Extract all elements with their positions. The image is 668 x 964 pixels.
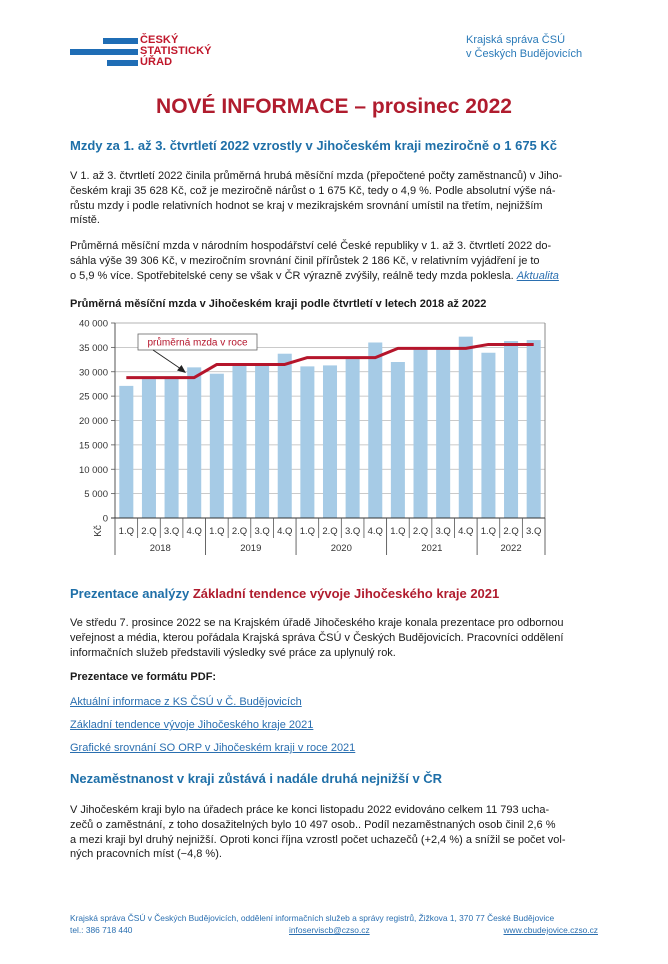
section-heading-presentation — [70, 586, 499, 602]
footer — [70, 912, 598, 936]
wage-chart — [60, 312, 560, 562]
footer-email-link[interactable]: infoserviscb@czso.cz — [289, 925, 370, 935]
pdf-link-orp-comparison[interactable]: Grafické srovnání SO ORP v Jihočeském kraji v roce 2021 — [70, 742, 356, 754]
x-tick-label: 3.Q — [435, 526, 451, 537]
y-axis-unit: Kč — [93, 525, 104, 537]
x-tick-label: 2.Q — [231, 526, 248, 537]
bar — [255, 365, 269, 518]
x-tick-label: 1.Q — [390, 526, 406, 537]
x-tick-label: 3.Q — [254, 526, 270, 537]
text-line: ných pracovních míst (−4,8 %). — [70, 848, 222, 861]
y-tick-label: 20 000 — [78, 416, 108, 427]
text-line: veřejnost a média, kterou pořádala Krajská správa ČSÚ v Českých Budějovicích. Pracovníci oddělení — [70, 631, 564, 644]
x-tick-label: 3.Q — [344, 526, 361, 537]
bar — [300, 366, 314, 518]
logo-line-1: ČESKÝ — [140, 34, 179, 46]
logo-bar-bottom — [107, 60, 138, 66]
bar — [459, 337, 473, 518]
x-tick-label: 2.Q — [412, 526, 429, 537]
text-line: zečů o zaměstnání, z toho dosažitelných bylo 10 497 osob.. Podíl nezaměstnaných osob činil 2,6 % — [70, 818, 556, 831]
logo-line-3: ÚŘAD — [140, 56, 173, 68]
x-tick-label: 1.Q — [209, 526, 225, 537]
y-tick-label: 30 000 — [78, 367, 108, 379]
text-line — [70, 269, 559, 284]
x-tick-label: 2.Q — [322, 526, 338, 537]
text-line: Průměrná měsíční mzda v národním hospodářství celé České republiky v 1. až 3. čtvrtletí 2022 do- — [70, 240, 552, 252]
office-name — [466, 34, 582, 61]
year-label: 2019 — [240, 543, 262, 554]
bar — [346, 359, 360, 518]
pdf-link-basic-trends[interactable]: Základní tendence vývoje Jihočeského kraje 2021 — [70, 719, 314, 731]
footer-web-link[interactable]: www.cbudejovice.czso.cz — [503, 925, 598, 935]
x-tick-label: 4.Q — [367, 526, 383, 537]
bar — [119, 386, 133, 518]
heading-part-blue: Prezentace analýzy — [70, 586, 193, 601]
paragraph-unemployment — [70, 803, 566, 862]
pdf-link-current-info[interactable]: Aktuální informace z KS ČSÚ v Č. Budějovicích — [70, 696, 302, 708]
paragraph-presentation — [70, 616, 563, 660]
x-tick-label: 4.Q — [277, 526, 293, 537]
bar — [481, 353, 495, 518]
x-tick-label: 1.Q — [299, 526, 316, 537]
page-title: NOVÉ INFORMACE – prosinec 2022 — [156, 95, 512, 118]
year-label: 2020 — [330, 543, 352, 554]
text-span: o 5,9 % více. Spotřebitelské ceny se však v ČR výrazně zvýšily, reálně tedy mzda poklesla. — [70, 269, 517, 282]
paragraph-wages-national — [70, 239, 559, 283]
year-label: 2021 — [421, 543, 443, 554]
text-line: růstu mzdy i podle relativních hodnot se kraj v mezikrajském srovnání umístil na třetím, nejnižším — [70, 199, 543, 212]
footer-address: Krajská správa ČSÚ v Českých Budějovicích, oddělení informačních služeb a správy registrů, Žižkova 1, 370 77 České Budějovice — [70, 913, 555, 923]
bar — [165, 379, 179, 518]
aktualita-link[interactable]: Aktualita — [516, 269, 559, 282]
x-tick-label: 3.Q — [526, 526, 542, 537]
logo-line-2: STATISTICKÝ — [140, 45, 212, 57]
section-heading-unemployment: Nezaměstnanost v kraji zůstává i nadále druhá nejnižší v ČR — [70, 771, 443, 786]
y-tick-label: 40 000 — [78, 318, 108, 330]
y-tick-label: 15 000 — [78, 440, 108, 452]
x-tick-label: 4.Q — [186, 526, 202, 537]
bar — [527, 340, 541, 518]
section-heading-wages: Mzdy za 1. až 3. čtvrtletí 2022 vzrostly v Jihočeském kraji meziročně o 1 675 Kč — [70, 138, 558, 153]
bar — [436, 348, 450, 518]
bar — [323, 365, 337, 518]
x-tick-label: 4.Q — [458, 526, 474, 537]
bar — [391, 362, 405, 518]
logo-wordmark — [140, 35, 212, 68]
office-line-1: Krajská správa ČSÚ — [466, 34, 566, 46]
x-tick-label: 3.Q — [163, 526, 180, 537]
text-line: V 1. až 3. čtvrtletí 2022 činila průměrná hrubá měsíční mzda (přepočtené počty zaměstnanců) v Jiho- — [70, 170, 563, 182]
bar — [142, 379, 156, 518]
text-line: informačních služeb představili výsledky své práce za uplynulý rok. — [70, 646, 396, 659]
annotation-arrow — [153, 350, 181, 369]
year-label: 2022 — [500, 543, 522, 554]
y-tick-label: 10 000 — [78, 464, 108, 476]
bar — [278, 354, 292, 518]
text-line: sáhla výše 39 306 Kč, v meziročním srovnání činil přírůstek 2 186 Kč, v relativním vyjádření je to — [70, 254, 540, 267]
bar — [187, 367, 201, 518]
footer-phone: tel.: 386 718 440 — [70, 925, 133, 935]
x-tick-label: 2.Q — [141, 526, 157, 537]
y-tick-label: 0 — [102, 513, 108, 525]
year-label: 2018 — [149, 543, 171, 554]
logo-bar-middle — [70, 49, 138, 55]
text-line: a mezi kraji byl druhý nejnižší. Oproti konci října vzrostl počet uchazečů (+2,4 %) a snížil se počet vol- — [70, 833, 566, 846]
paragraph-wages-region — [70, 169, 562, 228]
annotation-text: průměrná mzda v roce — [147, 337, 248, 349]
text-line: místě. — [70, 214, 100, 227]
x-tick-label: 1.Q — [480, 526, 497, 537]
office-line-2: v Českých Budějovicích — [466, 47, 583, 60]
bar — [504, 341, 518, 518]
logo-bar-top — [103, 38, 138, 44]
y-tick-label: 25 000 — [78, 391, 108, 403]
text-line: V Jihočeském kraji bylo na úřadech práce ke konci listopadu 2022 evidováno celkem 11 793 ucha- — [70, 804, 550, 816]
text-line: českém kraji 35 628 Kč, což je meziročně nárůst o 1 675 Kč, tedy o 4,9 %. Podle absolutní výše ná- — [70, 184, 556, 197]
bar — [232, 365, 246, 518]
y-tick-label: 5 000 — [84, 489, 108, 501]
bar — [368, 343, 382, 519]
chart-title: Průměrná měsíční mzda v Jihočeském kraji podle čtvrtletí v letech 2018 až 2022 — [70, 298, 487, 310]
text-line: Ve středu 7. prosince 2022 se na Krajském úřadě Jihočeského kraje konala prezentace pro odbornou — [70, 617, 564, 629]
pdf-subheading: Prezentace ve formátu PDF: — [70, 671, 217, 683]
bar — [210, 374, 224, 518]
y-tick-label: 35 000 — [78, 342, 108, 354]
x-tick-label: 1.Q — [118, 526, 134, 537]
x-tick-label: 2.Q — [503, 526, 519, 537]
bar — [414, 348, 428, 518]
heading-part-red: Základní tendence vývoje Jihočeského kraje 2021 — [192, 586, 500, 601]
